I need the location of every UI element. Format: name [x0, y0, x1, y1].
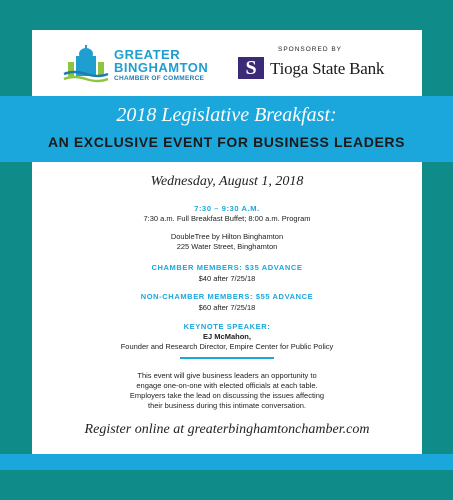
- chamber-name-line1: GREATER: [114, 47, 181, 62]
- bottom-accent-bar: [0, 454, 453, 470]
- logo-row: [32, 30, 422, 96]
- time-heading: 7:30 – 9:30 A.M.: [194, 204, 260, 213]
- section-divider: [180, 357, 274, 359]
- event-title: 2018 Legislative Breakfast:: [116, 104, 337, 126]
- description-line: This event will give business leaders an opportunity to: [137, 371, 317, 380]
- title-banner: [0, 96, 453, 162]
- chamber-capitol-logo-icon: [62, 44, 110, 84]
- event-subtitle: AN EXCLUSIVE EVENT FOR BUSINESS LEADERS: [47, 134, 406, 150]
- bank-logo-icon: S: [238, 57, 264, 79]
- member-price-heading: CHAMBER MEMBERS: $35 ADVANCE: [151, 263, 303, 272]
- nonmember-price-later: $60 after 7/25/18: [198, 303, 256, 312]
- chamber-logo-text: [114, 48, 208, 82]
- venue-address: 225 Water Street, Binghamton: [176, 242, 278, 251]
- event-date: Wednesday, August 1, 2018: [150, 174, 304, 189]
- keynote-name: EJ McMahon,: [203, 332, 251, 341]
- bank-name: Tioga State Bank: [270, 59, 385, 78]
- register-link[interactable]: Register online at greaterbinghamtonchamber.com: [84, 422, 370, 437]
- keynote-heading: KEYNOTE SPEAKER:: [183, 322, 271, 331]
- event-flyer: [32, 30, 422, 470]
- member-price-later: $40 after 7/25/18: [198, 274, 256, 283]
- chamber-name-line2: BINGHAMTON: [114, 60, 209, 75]
- nonmember-price-heading: NON-CHAMBER MEMBERS: $55 ADVANCE: [140, 292, 314, 301]
- description-line: Employers take the lead on discussing the issues affecting: [129, 391, 325, 400]
- venue-name: DoubleTree by Hilton Binghamton: [170, 232, 284, 241]
- sponsor-label: SPONSORED BY: [278, 46, 343, 53]
- time-detail: 7:30 a.m. Full Breakfast Buffet; 8:00 a.m. Program: [143, 214, 311, 223]
- keynote-title: Founder and Research Director, Empire Center for Public Policy: [120, 342, 334, 351]
- chamber-name-line3: CHAMBER OF COMMERCE: [114, 75, 205, 82]
- description-line: engage one-on-one with elected officials at each table.: [136, 381, 318, 390]
- description-line: their business during this intimate conversation.: [148, 401, 306, 410]
